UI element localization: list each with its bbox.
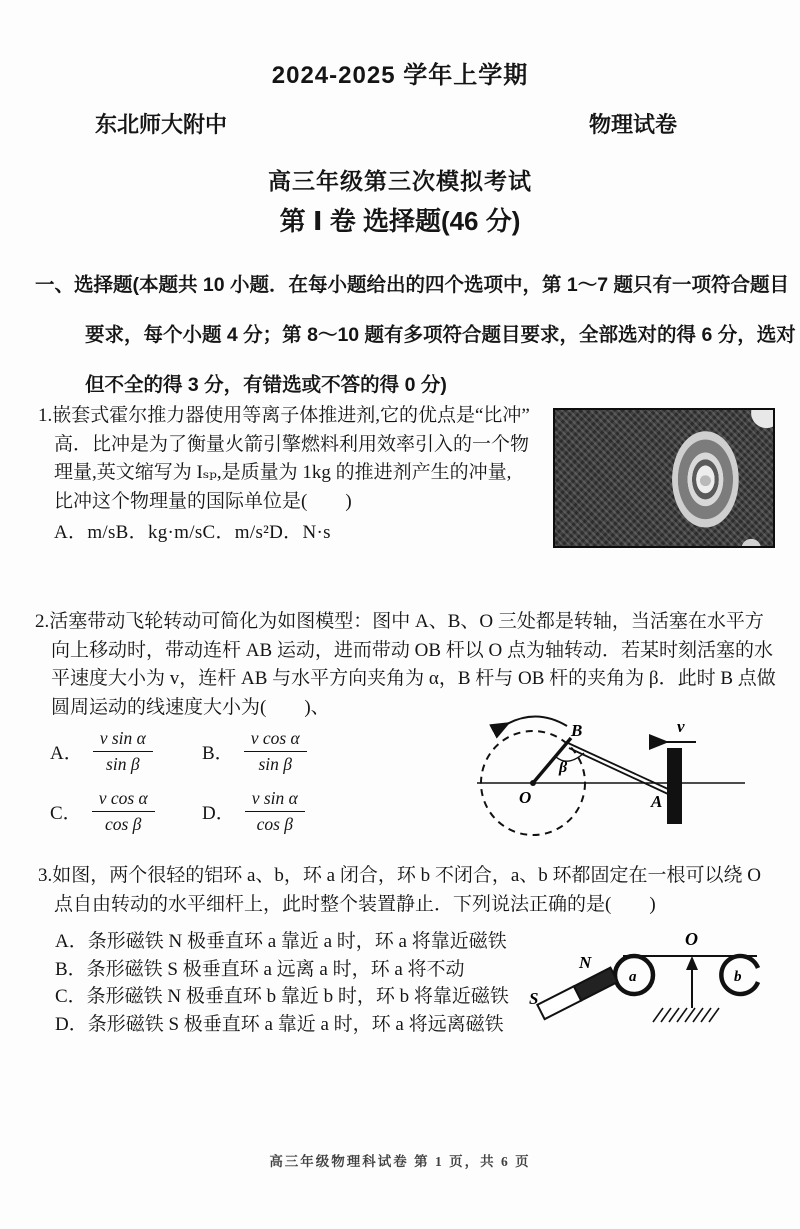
- bar-magnet: [537, 968, 617, 1019]
- q2-label-beta: β: [559, 759, 568, 776]
- ground-hatching: [653, 1008, 719, 1022]
- q3-text-line: 点自由转动的水平细杆上，此时整个装置静止．下列说法正确的是( ): [54, 893, 656, 915]
- q3-option-a: A．条形磁铁 N 极垂直环 a 靠近 a 时，环 a 将靠近磁铁: [55, 931, 507, 952]
- q2-label-B: B: [571, 721, 583, 740]
- q1-text-line: 理量,英文缩写为 Iₛₚ,是质量为 1kg 的推进剂产生的冲量,: [54, 462, 512, 483]
- magnet-n-label: N: [579, 953, 592, 972]
- q2-text-line: 圆周运动的线速度大小为( )、: [51, 696, 330, 718]
- q3-text-line: 3.如图，两个很轻的铝环 a、b，环 a 闭合，环 b 不闭合，a、b 环都固定在一根可以绕 O: [38, 865, 762, 886]
- instruction-line: 要求，每个小题 4 分；第 8～10 题有多项符合题目要求，全部选对的得 6 分，选对: [85, 324, 796, 346]
- q2-option-a: [50, 727, 202, 775]
- fraction-denominator: sin β: [106, 753, 140, 774]
- instruction-line: 一、选择题(本题共 10 小题．在每小题给出的四个选项中，第 1～7 题只有一项符合题目: [35, 274, 790, 296]
- option-label: A．: [50, 742, 83, 764]
- magnet-s-label: S: [529, 989, 539, 1008]
- q2-label-v: v: [677, 717, 685, 736]
- q3-option-b: B．条形磁铁 S 极垂直环 a 远离 a 时，环 a 将不动: [55, 958, 465, 980]
- pivot-O-dot: [530, 780, 536, 786]
- fraction: [93, 728, 153, 773]
- choice-section-instructions: [35, 260, 795, 410]
- q1-text-line: 比冲这个物理量的国际单位是( ): [54, 490, 352, 512]
- option-label: D．: [202, 802, 235, 824]
- page-title-term: 2024-2025 学年上学期: [271, 62, 529, 89]
- fraction: [244, 728, 307, 773]
- rotation-arrow: [507, 716, 567, 726]
- hall-thruster-photo: [553, 408, 775, 548]
- question-1: [38, 402, 558, 548]
- q2-label-O: O: [519, 788, 532, 807]
- q2-text-line: 平速度大小为 v，连杆 AB 与水平方向夹角为 α，B 杆与 OB 杆的夹角为 β．此时 B 点做: [51, 668, 776, 689]
- fraction-numerator: v cos α: [92, 788, 155, 811]
- option-label: B．: [202, 742, 234, 764]
- section-1-title: 第 Ⅰ 卷 选择题(46 分): [279, 206, 521, 236]
- q2-label-A: A: [651, 792, 663, 811]
- piston-block: [667, 748, 682, 824]
- q2-option-c: [50, 787, 202, 835]
- q2-piston-flywheel-diagram: [455, 700, 800, 858]
- fraction-numerator: v sin α: [93, 728, 153, 751]
- fraction-denominator: cos β: [104, 813, 142, 834]
- exam-round-title: 高三年级第三次模拟考试: [268, 168, 532, 194]
- q2-options-grid: [50, 727, 372, 835]
- instruction-line: 但不全的得 3 分，有错选或不答的得 0 分): [85, 374, 447, 396]
- q2-text-line: 向上移动时，带动连杆 AB 运动，进而带动 OB 杆以 O 点为轴转动．若某时刻活塞的水: [51, 639, 774, 661]
- q2-option-b: [202, 727, 372, 775]
- q2-option-d: [202, 787, 372, 835]
- fraction-numerator: v sin α: [245, 788, 305, 811]
- school-subject-row: [95, 108, 677, 139]
- pivot-arrowhead: [686, 956, 698, 970]
- q2-text-line: 2.活塞带动飞轮转动可简化为如图模型：图中 A、B、O 三处都是转轴，当活塞在水平方: [35, 611, 764, 632]
- q3-label-O: O: [685, 929, 698, 949]
- page-footer: 高三年级物理科试卷 第 1 页，共 6 页: [269, 1154, 531, 1169]
- option-label: C．: [50, 802, 82, 824]
- fraction-denominator: sin β: [258, 753, 292, 774]
- fraction: [245, 788, 305, 833]
- q1-text-line: 1.嵌套式霍尔推力器使用等离子体推进剂,它的优点是“比冲”: [38, 405, 530, 426]
- fraction-denominator: cos β: [256, 813, 294, 834]
- q3-label-b: b: [734, 969, 742, 985]
- q3-option-d: D．条形磁铁 S 极垂直环 a 靠近 a 时，环 a 将远离磁铁: [55, 1013, 504, 1035]
- paper-subject: 物理试卷: [588, 112, 677, 137]
- connecting-rod-AB-upper: [568, 743, 668, 789]
- q3-option-c: C．条形磁铁 N 极垂直环 b 靠近 b 时，环 b 将靠近磁铁: [55, 986, 509, 1007]
- fraction: [92, 788, 155, 833]
- q3-rings-magnet-diagram: [525, 918, 795, 1046]
- q1-options-line: A．m/sB．kg·m/sC．m/s²D．N·s: [54, 522, 331, 543]
- school-name: 东北师大附中: [95, 112, 228, 137]
- question-3: [38, 862, 778, 919]
- fraction-numerator: v cos α: [244, 728, 307, 751]
- q3-label-a: a: [629, 969, 637, 985]
- q1-text-line: 高．比冲是为了衡量火箭引擎燃料利用效率引入的一个物: [54, 433, 530, 455]
- q3-options-list: [55, 928, 509, 1038]
